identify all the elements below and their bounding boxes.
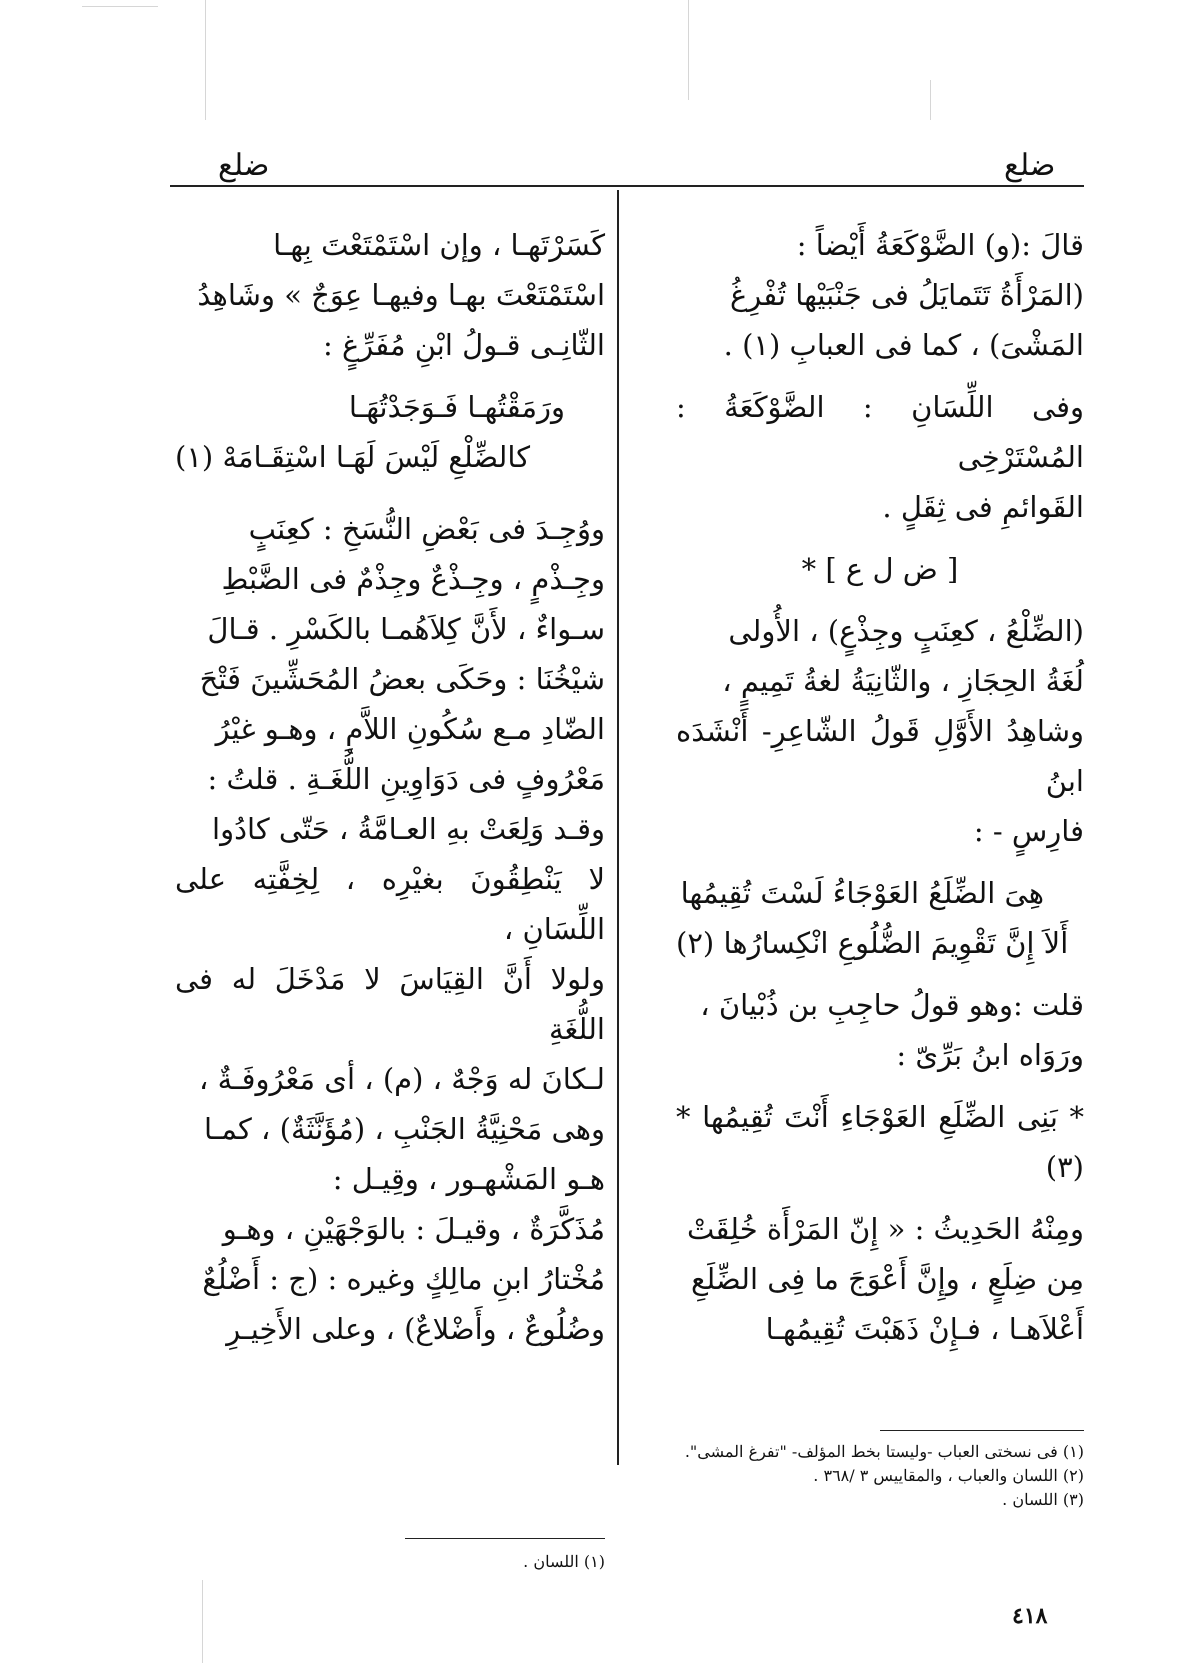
text-line: القَوائمِ فى ثِقَلٍ . xyxy=(882,490,1084,524)
header-rule xyxy=(170,185,1084,187)
text-line: قالَ :(و) الضَّوْكَعَةُ أَيْضاً : xyxy=(796,228,1084,262)
entry-heading: [ ض ل ع ] * xyxy=(801,552,959,586)
page-number: ٤١٨ xyxy=(1012,1603,1048,1629)
running-head-left: ضلع xyxy=(218,148,270,183)
text-line: وجِـذْمٍ ، وجِـذْعٌ وجِذْمٌ فى الضَّبْطِ xyxy=(221,562,605,596)
column-divider xyxy=(617,190,619,1465)
text-line: المَشْىَ) ، كما فى العبابِ (١) . xyxy=(723,328,1084,362)
scan-mark-right-dots xyxy=(930,80,931,120)
left-column xyxy=(175,220,605,1354)
scan-mark-top xyxy=(82,6,158,7)
verse-line: هِىَ الضِّلَعُ العَوْجَاءُ لَسْتَ تُقِيمُها xyxy=(680,876,1044,910)
text-line: ومِنْهُ الحَدِيثُ : « إِنّ المَرْأَة خُلِقَتْ xyxy=(687,1212,1084,1246)
text-line: مُذَكَّرَةٌ ، وقيـلَ : بالوَجْهَيْنِ ، وهـو xyxy=(222,1212,605,1246)
footnote: (٢) اللسان والعباب ، والمقاييس ٣ /٣٦٨ . xyxy=(813,1466,1084,1485)
footnote-rule-left xyxy=(405,1538,605,1539)
footnotes-right xyxy=(676,1440,1084,1512)
footnote: (٣) اللسان . xyxy=(1002,1490,1084,1509)
verse-line: أَلاَ إِنَّ تَقْوِيمَ الضُّلُوعِ انْكِسارُها (٢) xyxy=(676,926,1069,960)
text-line: مِن ضِلَعٍ ، وإِنَّ أَعْوَجَ ما فِى الضِّلَعِ xyxy=(690,1262,1084,1296)
text-line: (الضِّلْعُ ، كعِنَبٍ وجِذْعٍ) ، الأُولى xyxy=(728,614,1084,648)
footnotes-left xyxy=(175,1550,605,1574)
text-line: لُغَةُ الحِجَازِ ، والثّانِيَةُ لغةُ تَمِيمٍ ، xyxy=(722,664,1084,698)
text-line: وقـد وَلِعَتْ بهِ العـامَّةُ ، حَتّى كادُوا xyxy=(212,812,605,846)
verse-line: * بَنِى الضِّلَعِ العَوْجَاءِ أَنْتَ تُقِيمُها * (٣) xyxy=(676,1100,1084,1184)
text-line: أَعْلاَهـا ، فـإِنْ ذَهَبْتَ تُقِيمُهـا xyxy=(765,1312,1084,1346)
text-line: فارِسٍ - : xyxy=(973,814,1084,848)
text-line: وضُلُوعٌ ، وأَضْلاعٌ) ، وعلى الأَخِيـرِ xyxy=(226,1312,605,1346)
text-line: سـواءٌ ، لأَنَّ كِلاَهُمـا بالكَسْرِ . قـالَ xyxy=(207,612,605,646)
text-line: اسْتَمْتَعْتَ بهـا وفيهـا عِوَجٌ » وشَاهِدُ xyxy=(197,278,605,312)
text-line: وهى مَحْنِيَّةُ الجَنْبِ ، (مُؤَنَّثَةٌ) ، كمـا xyxy=(203,1112,605,1146)
text-line: مُخْتارُ ابنِ مالِكٍ وغيره : (ج : أَضْلُعٌ xyxy=(202,1262,605,1296)
footnote: (١) اللسان . xyxy=(523,1552,605,1571)
scan-mark-center-dots xyxy=(688,0,689,100)
text-line: الثّانِـى قـولُ ابْنِ مُفَرِّغٍ : xyxy=(323,328,605,362)
text-line: قلت :وهو قولُ حاجِبِ بن ذُبْيانَ ، xyxy=(700,988,1084,1022)
footnote: (١) فى نسختى العباب -وليستا بخط المؤلف- "تفرغ المشى". xyxy=(684,1442,1084,1461)
text-line: ووُجِـدَ فى بَعْضِ النُّسَخِ : كعِنَبٍ xyxy=(248,512,605,546)
text-line: الضّادِ مـع سُكُونِ اللاَّمِ ، وهـو غيْرُ xyxy=(215,712,605,746)
text-line: مَعْرُوفٍ فى دَوَاوِينِ اللُّغَـةِ . قلتُ : xyxy=(207,762,605,796)
text-line: لا يَنْطِقُونَ بغيْرِه ، لِخِفَّتِه على اللِّسَانِ ، xyxy=(175,862,605,946)
running-head-right: ضلع xyxy=(1004,148,1056,183)
text-line: كَسَرْتَهـا ، وإن اسْتَمْتَعْتَ بِهـا xyxy=(273,228,605,262)
footnote-rule-right xyxy=(880,1430,1084,1431)
text-line: شيْخُنَا : وحَكَى بعضُ المُحَشِّينَ فَتْحَ xyxy=(199,662,605,696)
text-line: هـو المَشْهـور ، وقِيـل : xyxy=(332,1162,605,1196)
right-column xyxy=(676,220,1084,1354)
text-line: وشاهِدُ الأَوَّلِ قَولُ الشّاعِرِ- أَنْشَدَه ابنُ xyxy=(676,714,1084,798)
text-line: ولولا أَنَّ القِيَاسَ لا مَدْخَلَ له فى اللُّغَةِ xyxy=(175,962,605,1046)
text-line: وفى اللِّسَانِ : الضَّوْكَعَةُ : المُسْتَرْخِى xyxy=(676,390,1084,474)
text-line: ورَوَاه ابنُ بَرِّىّ : xyxy=(896,1038,1084,1072)
scan-mark-left-dots xyxy=(205,0,206,120)
verse-line: ورَمَقْتُهـا فَـوَجَدْتُهَـا xyxy=(348,390,565,424)
verse-line: كالضِّلْعِ لَيْسَ لَهَـا اسْتِقَـامَهْ (١) xyxy=(175,440,531,474)
text-line: لـكانَ له وَجْهٌ ، (م) ، أى مَعْرُوفَـةٌ ، xyxy=(199,1062,605,1096)
text-line: (المَرْأَةُ تَتَمايَلُ فى جَنْبَيْها تُفْرِغُ xyxy=(729,278,1084,312)
scan-mark-bottom-left xyxy=(202,1580,203,1663)
